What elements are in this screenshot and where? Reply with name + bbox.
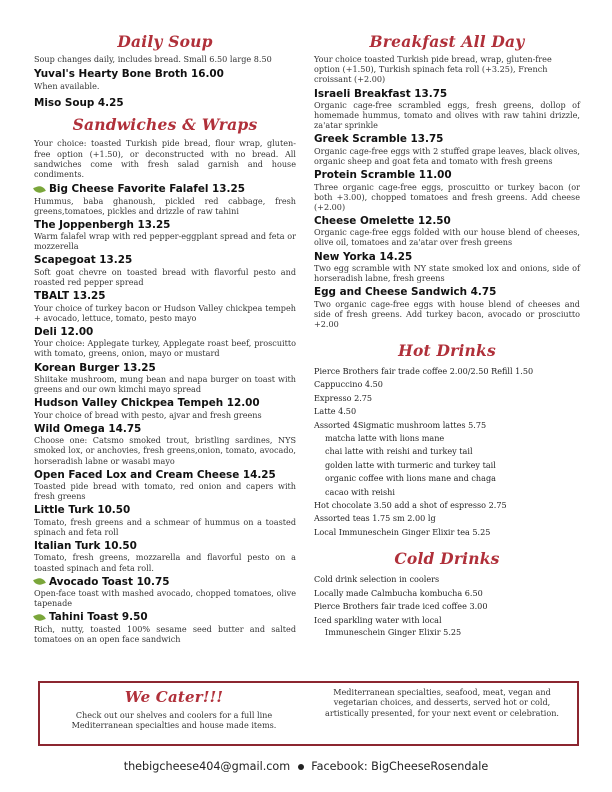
footer-facebook[interactable]: Facebook: BigCheeseRosendale <box>311 760 489 773</box>
item-name <box>34 183 296 196</box>
item-name <box>34 362 296 375</box>
soup-title: Daily Soup <box>117 32 213 51</box>
item-desc: Three organic cage-free eggs, proscuitto or turkey bacon (or both +3.00), chopped tomatoes and fresh greens. Add cheese (+2.00) <box>314 181 580 212</box>
catering-box <box>38 681 579 746</box>
item-name-text: Wild Omega 14.75 <box>34 422 142 435</box>
menu-item <box>34 469 296 502</box>
menu-item <box>314 133 580 166</box>
item-desc: Organic cage-free eggs with 2 stuffed grape leaves, black olives, organic sheep and goat feta and tomato with fresh greens <box>314 145 580 166</box>
item-desc: Two egg scramble with NY state smoked lox and onions, side of horseradish labne, fresh greens <box>314 263 580 284</box>
footer-email[interactable]: thebigcheese404@gmail.com <box>123 760 291 773</box>
bullet-icon <box>298 764 304 770</box>
soup-note: Soup changes daily, includes bread. Small 6.50 large 8.50 <box>34 54 272 64</box>
item-name <box>314 133 580 146</box>
drink-line: Pierce Brothers fair trade iced coffee 3.00 <box>314 601 488 612</box>
cold-drinks-title: Cold Drinks <box>394 549 500 569</box>
catering-right-text: Mediterranean specialties, seafood, meat, vegan and vegetarian choices, and desserts, served hot or cold, artistically presented, for your next event or celebration. <box>325 687 559 718</box>
item-name <box>314 169 580 182</box>
item-name <box>314 286 580 299</box>
item-desc: Rich, nutty, toasted 100% sesame seed butter and salted tomatoes on an open face sandwich <box>34 623 296 644</box>
item-name <box>34 423 296 436</box>
drink-line: cacao with reishi <box>325 486 395 497</box>
leaf-icon <box>33 184 46 194</box>
drink-line: Cappuccino 4.50 <box>314 379 383 390</box>
menu-item <box>34 362 296 395</box>
menu-item <box>34 97 296 110</box>
item-desc: Choose one: Catsmo smoked trout, bristling sardines, NYS smoked lox, or anchovies, fresh greens,onion, tomato, avocado, horseradish labne or wasabi mayo <box>34 435 296 466</box>
leaf-icon <box>33 577 46 587</box>
breakfast-list <box>314 88 580 329</box>
item-name <box>34 219 296 232</box>
item-name-text: Greek Scramble 13.75 <box>314 133 444 146</box>
menu-item <box>34 254 296 287</box>
item-name-text: Egg and Cheese Sandwich 4.75 <box>314 286 497 299</box>
item-name <box>314 251 580 264</box>
sandwich-list <box>34 183 296 644</box>
right-column <box>314 32 580 637</box>
hot-drinks-list <box>314 365 580 539</box>
item-desc: Hummus, baba ghanoush, pickled red cabbage, fresh greens,tomatoes, pickles and drizzle of raw tahini <box>34 195 296 216</box>
drink-line: Hot chocolate 3.50 add a shot of espresso 2.75 <box>314 500 507 511</box>
breakfast-intro: Your choice toasted Turkish pide bread, wrap, gluten-free option (+1.50), Turkish spinach feta roll (+3.25), French croissant (+2.00) <box>314 54 552 85</box>
menu-item <box>314 169 580 212</box>
item-name: Yuval's Hearty Bone Broth 16.00 <box>34 68 224 81</box>
menu-item <box>34 397 296 420</box>
item-name-text: Little Turk 10.50 <box>34 504 131 517</box>
item-name-text: Big Cheese Favorite Falafel 13.25 <box>49 183 245 196</box>
item-desc: Your choice of turkey bacon or Hudson Valley chickpea tempeh + avocado, lettuce, tomato, pesto mayo <box>34 302 296 323</box>
item-name-text: Deli 12.00 <box>34 325 94 338</box>
item-desc: Tomato, fresh greens, mozzarella and flavorful pesto on a toasted spinach and feta roll. <box>34 552 296 573</box>
item-name <box>34 611 296 624</box>
drink-line: Locally made Calmbucha kombucha 6.50 <box>314 587 483 598</box>
menu-item <box>314 215 580 248</box>
menu-item <box>34 576 296 609</box>
item-desc: Your choice of bread with pesto, ajvar and fresh greens <box>34 409 262 420</box>
item-desc: Your choice: Applegate turkey, Applegate roast beef, proscuitto with tomato, greens, onion, mayo or mustard <box>34 338 296 359</box>
item-name <box>34 326 296 339</box>
menu-item <box>34 290 296 323</box>
item-name <box>34 290 296 303</box>
catering-left <box>40 683 308 744</box>
menu-item <box>34 540 296 573</box>
drink-line: golden latte with turmeric and turkey tail <box>325 459 496 470</box>
catering-title: We Cater!!! <box>124 688 224 706</box>
item-name <box>34 254 296 267</box>
drink-line: organic coffee with lions mane and chaga <box>325 473 496 484</box>
item-name <box>34 504 296 517</box>
menu-item <box>314 286 580 329</box>
item-desc: Organic cage-free scrambled eggs, fresh greens, dollop of homemade hummus, tomato and olives with raw tahini drizzle, za'atar sprinkle <box>314 100 580 131</box>
breakfast-title: Breakfast All Day <box>369 32 525 51</box>
catering-left-text: Check out our shelves and coolers for a full line Mediterranean specialties and house made items. <box>71 710 277 731</box>
left-column <box>34 32 296 644</box>
item-name <box>34 540 296 553</box>
item-name <box>34 576 296 589</box>
drink-line: Assorted teas 1.75 sm 2.00 lg <box>314 513 436 524</box>
drink-line: Latte 4.50 <box>314 406 357 417</box>
item-name-text: Cheese Omelette 12.50 <box>314 214 451 227</box>
item-name: Miso Soup 4.25 <box>34 96 124 109</box>
menu-item <box>34 326 296 359</box>
item-desc: Tomato, fresh greens and a schmear of hummus on a toasted spinach and feta roll <box>34 516 296 537</box>
drink-line: Local Immuneschein Ginger Elixir tea 5.25 <box>314 526 491 537</box>
footer <box>0 760 612 773</box>
item-desc: Shiitake mushroom, mung bean and napa burger on toast with greens and our own kimchi mayo spread <box>34 374 296 395</box>
item-name-text: The Joppenbergh 13.25 <box>34 218 171 231</box>
drink-line: Iced sparkling water with local <box>314 614 442 625</box>
drink-line: Immuneschein Ginger Elixir 5.25 <box>325 626 462 637</box>
menu-item <box>34 183 296 216</box>
menu-item <box>34 611 296 644</box>
menu-item <box>34 68 296 91</box>
drink-line: Pierce Brothers fair trade coffee 2.00/2.50 Refill 1.50 <box>314 366 534 377</box>
item-desc: Two organic cage-free eggs with house blend of cheeses and side of fresh greens. Add turkey bacon, avocado or prosciutto +2.00 <box>314 298 580 329</box>
item-name-text: Open Faced Lox and Cream Cheese 14.25 <box>34 468 276 481</box>
menu-item <box>34 423 296 466</box>
menu-item <box>314 88 580 131</box>
drink-line: chai latte with reishi and turkey tail <box>325 446 473 457</box>
drink-line: Expresso 2.75 <box>314 392 373 403</box>
item-desc: Soft goat chevre on toasted bread with flavorful pesto and roasted red pepper spread <box>34 266 296 288</box>
item-name-text: TBALT 13.25 <box>34 290 106 303</box>
item-name-text: Korean Burger 13.25 <box>34 361 156 374</box>
item-name <box>314 215 580 228</box>
item-desc: Open-face toast with mashed avocado, chopped tomatoes, olive tapenade <box>34 588 296 609</box>
item-name <box>34 469 296 482</box>
menu-item <box>314 251 580 284</box>
sandwiches-intro: Your choice: toasted Turkish pide bread, flour wrap, gluten-free option (+1.50), or deconstructed with no bread. All sandwiches come with fresh salad garnish and house condiments. <box>34 138 296 179</box>
item-name-text: Protein Scramble 11.00 <box>314 169 452 182</box>
drink-line: Assorted 4Sigmatic mushroom lattes 5.75 <box>314 419 487 430</box>
menu-item <box>34 504 296 537</box>
hot-drinks-title: Hot Drinks <box>398 341 496 361</box>
item-desc: Organic cage-free eggs folded with our house blend of cheeses, olive oil, tomatoes and za'atar over fresh greens <box>314 227 580 248</box>
item-desc: When available. <box>34 80 100 91</box>
item-name-text: Italian Turk 10.50 <box>34 539 137 552</box>
item-name-text: Scapegoat 13.25 <box>34 254 133 267</box>
item-desc: Warm falafel wrap with red pepper-eggplant spread and feta or mozzerella <box>34 231 296 252</box>
menu-item <box>34 219 296 252</box>
sandwiches-title: Sandwiches & Wraps <box>72 115 258 135</box>
item-desc: Toasted pide bread with tomato, red onion and capers with fresh greens <box>34 481 296 502</box>
drink-line: matcha latte with lions mane <box>325 433 445 444</box>
item-name-text: New Yorka 14.25 <box>314 250 413 263</box>
item-name <box>34 397 296 410</box>
item-name-text: Avocado Toast 10.75 <box>49 575 170 588</box>
drink-line: Cold drink selection in coolers <box>314 574 440 585</box>
item-name-text: Hudson Valley Chickpea Tempeh 12.00 <box>34 397 260 410</box>
item-name <box>314 88 580 101</box>
item-name-text: Israeli Breakfast 13.75 <box>314 87 448 100</box>
cold-drinks-list <box>314 573 580 637</box>
leaf-icon <box>33 612 46 622</box>
item-name-text: Tahini Toast 9.50 <box>49 611 148 624</box>
